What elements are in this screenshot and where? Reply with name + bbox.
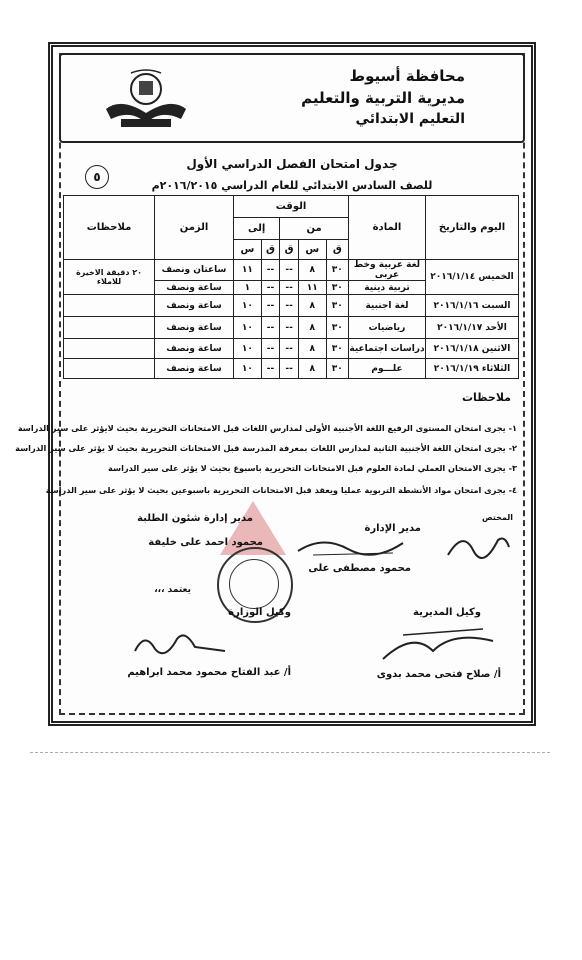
row-from-extra: -- — [280, 281, 299, 295]
row-to-q: -- — [261, 317, 280, 339]
header-day-date: اليوم والتاريخ — [426, 196, 519, 260]
row-from-s: ٨ — [298, 339, 326, 359]
row-from-q: ٣٠ — [326, 359, 348, 379]
row-duration: ساعة ونصف — [155, 339, 234, 359]
header-from-s: س — [298, 240, 326, 260]
directorate-deputy-signature-icon — [373, 621, 503, 667]
header-to: إلى — [234, 218, 280, 240]
row-subject: تربية دينية — [349, 281, 426, 295]
directorate-name: مديرية التربية والتعليم — [301, 89, 465, 107]
student-affairs-name: محمود احمد على خليفة — [148, 537, 263, 548]
directorate-deputy-label: وكيل المديرية — [413, 607, 481, 618]
row-duration: ساعة ونصف — [155, 281, 234, 295]
row-from-extra: -- — [280, 317, 299, 339]
row-notes: ٢٠ دقيقة الاخيرة للاملاء — [64, 260, 155, 295]
row-duration: ساعة ونصف — [155, 359, 234, 379]
row-from-q: ٣٠ — [326, 281, 348, 295]
header-to-q: ق — [261, 240, 280, 260]
row-duration: ساعة ونصف — [155, 295, 234, 317]
row-notes — [64, 339, 155, 359]
header-from-q2: ق — [280, 240, 299, 260]
page-bottom-divider — [30, 752, 550, 753]
schedule-title: جدول امتحان الفصل الدراسي الأول — [186, 157, 398, 171]
row-day-date: الأحد ٢٠١٦/١/١٧ — [426, 317, 519, 339]
sector-name: التعليم الابتدائي — [355, 111, 465, 127]
row-from-q: ٣٠ — [326, 295, 348, 317]
row-to-q: -- — [261, 281, 280, 295]
row-to-s: ١٠ — [234, 339, 262, 359]
ministry-deputy-name: أ/ عبد الفتاح محمود محمد ابراهيم — [127, 667, 291, 678]
header-from: من — [280, 218, 349, 240]
schedule-subtitle: للصف السادس الابتدائي للعام الدراسي ٢٠١٦/٢٠١٥م — [151, 179, 433, 192]
row-from-extra: -- — [280, 295, 299, 317]
education-ministry-logo-icon — [101, 67, 191, 131]
row-to-s: ١٠ — [234, 295, 262, 317]
admin-manager-label: مدير الإدارة — [364, 523, 421, 534]
admin-manager-signature-icon — [293, 529, 413, 561]
governorate-name: محافظة أسيوط — [349, 67, 465, 85]
row-subject: لغة عربية وخط عربى — [349, 260, 426, 281]
notes-title: ملاحظات — [462, 391, 511, 404]
approval-label: يعتمد ،،، — [154, 585, 191, 595]
row-from-s: ٨ — [298, 317, 326, 339]
row-notes — [64, 295, 155, 317]
row-subject: لغة اجنبية — [349, 295, 426, 317]
note-item-2: ٢- يجرى امتحان اللغة الأجنبية الثانية لمدارس اللغات بمعرفة المدرسة قبل الامتحانات التحريرية بحيث لا يؤثر على سير الدراسة — [15, 443, 517, 453]
document-page — [15, 42, 536, 726]
row-day-date: الاثنين ٢٠١٦/١/١٨ — [426, 339, 519, 359]
row-to-s: ١٠ — [234, 317, 262, 339]
note-item-4: ٤- يجرى امتحان مواد الأنشطة التربوية عمليا ويعقد قبل الامتحانات التحريرية باسبوعين بحيث لا يؤثر على سير الدراسة — [45, 485, 517, 495]
header-subject: المادة — [349, 196, 426, 260]
note-item-1: ١- يجرى امتحان المستوى الرفيع اللغة الأجنبية الأولى لمدارس اللغات قبل الامتحانات التحريرية بحيث لايؤثر على سير الدراسة — [17, 423, 517, 433]
row-notes — [64, 317, 155, 339]
row-from-s: ٨ — [298, 295, 326, 317]
row-duration: ساعتان ونصف — [155, 260, 234, 281]
row-to-q: -- — [261, 295, 280, 317]
row-from-q: ٣٠ — [326, 317, 348, 339]
header-duration: الزمن — [155, 196, 234, 260]
directorate-deputy-name: أ/ صلاح فتحى محمد بدوى — [376, 669, 501, 680]
row-day-date: الخميس ٢٠١٦/١/١٤ — [426, 260, 519, 295]
row-from-extra: -- — [280, 260, 299, 281]
admin-manager-name: محمود مصطفى على — [308, 563, 411, 574]
row-to-q: -- — [261, 339, 280, 359]
row-to-q: -- — [261, 260, 280, 281]
row-from-q: ٣٠ — [326, 260, 348, 281]
row-duration: ساعة ونصف — [155, 317, 234, 339]
row-to-s: ١ — [234, 281, 262, 295]
header-notes: ملاحظات — [64, 196, 155, 260]
row-subject: دراسات اجتماعية — [349, 339, 426, 359]
row-from-s: ٨ — [298, 260, 326, 281]
row-from-s: ٨ — [298, 359, 326, 379]
row-from-extra: -- — [280, 339, 299, 359]
row-to-s: ١٠ — [234, 359, 262, 379]
ministry-deputy-signature-icon — [125, 621, 235, 667]
row-from-q: ٣٠ — [326, 339, 348, 359]
row-day-date: السبت ٢٠١٦/١/١٦ — [426, 295, 519, 317]
row-from-s: ١١ — [298, 281, 326, 295]
row-subject: رياضيات — [349, 317, 426, 339]
row-to-s: ١١ — [234, 260, 262, 281]
header-box — [59, 53, 525, 143]
page-marker: ٥ — [85, 165, 109, 189]
note-item-3: ٣- يجرى الامتحان العملي لمادة العلوم قبل الامتحانات التحريرية باسبوع بحيث لا يؤثر على سير الدراسة — [108, 463, 517, 473]
header-from-q: ق — [326, 240, 348, 260]
row-to-q: -- — [261, 359, 280, 379]
row-from-extra: -- — [280, 359, 299, 379]
ministry-deputy-label: وكيل الوزارة — [228, 607, 291, 618]
student-affairs-label: مدير إدارة شئون الطلبة — [137, 513, 253, 524]
header-time: الوقت — [234, 196, 349, 218]
row-notes — [64, 359, 155, 379]
row-day-date: الثلاثاء ٢٠١٦/١/١٩ — [426, 359, 519, 379]
specialist-signature-icon — [443, 525, 513, 565]
row-subject: علـــوم — [349, 359, 426, 379]
header-to-s: س — [234, 240, 262, 260]
exam-schedule-table — [63, 195, 519, 379]
specialist-label: المختص — [481, 513, 513, 522]
